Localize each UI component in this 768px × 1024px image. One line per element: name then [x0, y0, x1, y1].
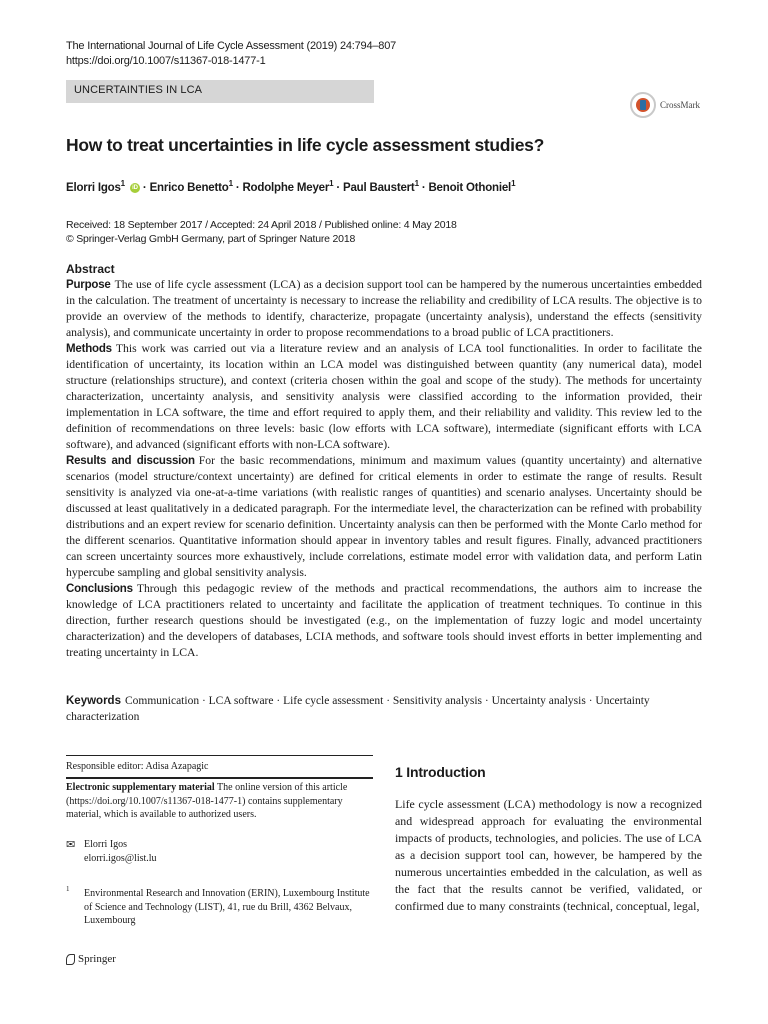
introduction-heading: 1 Introduction — [395, 764, 486, 780]
results-label: Results and discussion — [66, 455, 195, 467]
esm-label: Electronic supplementary material — [66, 782, 215, 793]
affiliation-marker: 1 — [228, 179, 233, 188]
author-separator: · — [421, 181, 426, 194]
author-name[interactable]: Paul Baustert — [343, 181, 415, 194]
conclusions-label: Conclusions — [66, 583, 133, 595]
affiliation-marker: 1 — [414, 179, 419, 188]
affiliation-marker: 1 — [329, 179, 334, 188]
abstract-section — [66, 262, 702, 661]
conclusions-text: Through this pedagogic review of the methods and practical recommendations, the authors aim to increase the knowledge of LCA practitioners related to uncertainty and facilitate the application of treatment techniques. To continue in this direction, further research questions should be investigated (e.g., on the implementation of fuzzy logic and model uncertainty characterization) and the developers of databases, LCIA methods, and software tools should invest efforts in better implementing and treating uncertainty in LCA. — [66, 582, 702, 659]
introduction-text: Life cycle assessment (LCA) methodology is now a recognized and widespread approach for evaluating the environmental impacts of products, technologies, and policies. The use of LCA as a decision support tool can, however, be hampered by the numerous uncertainties embedded in the calculation, as well as the fact that the results cannot be verified, validated, or confirmed due to many constraints (technical, conceptual, legal, — [395, 797, 702, 913]
results-text: For the basic recommendations, minimum and maximum values (quantity uncertainty) and alternative scenarios (model structure/context uncertainty) are defined for critical elements in order to estimate the range of results. Result sensitivity is analyzed via one-at-a-time variations (with realistic ranges of quantities) and scenario analyses. Uncertainty should be discussed at least qualitatively in a dedicated paragraph. For the intermediate level, the characterization can be refined with probability distributions and an expert review for scenario definition. Uncertainty analysis can then be performed with the Monte Carlo method for the different scenarios. Quantitative information should appear in inventory tables and result figures. Finally, advanced practitioners can screen uncertainty sources more exhaustively, include correlations, estimate model error with validation data, and perform Latin hypercube sampling and global sensitivity analysis. — [66, 454, 702, 579]
affiliation: Environmental Research and Innovation (ERIN), Luxembourg Institute of Science and Technology (LIST), 41, rue du Brill, 4362 Belvaux, Luxembourg — [84, 888, 370, 926]
abstract-heading: Abstract — [66, 262, 115, 276]
article-title: How to treat uncertainties in life cycle assessment studies? — [66, 135, 544, 155]
corresponding-author — [84, 838, 157, 865]
supplementary-material-note — [66, 781, 373, 822]
keywords — [66, 693, 702, 725]
esm-text: The online version of this article (https://doi.org/10.1007/s11367-018-1477-1) contains supplementary material, which is available to authorized users. — [66, 782, 348, 820]
crossmark-badge[interactable] — [630, 92, 730, 122]
responsible-editor: Responsible editor: Adisa Azapagic — [66, 761, 209, 772]
author-name[interactable]: Enrico Benetto — [149, 181, 229, 194]
footnote-divider — [66, 755, 373, 756]
contact-name: Elorri Igos — [84, 839, 128, 850]
author-name[interactable]: Benoit Othoniel — [428, 181, 512, 194]
purpose-text: The use of life cycle assessment (LCA) as a decision support tool can be hampered by the numerous uncertainties embedded in the calculation. The treatment of uncertainty is necessary to increase the reliability and credibility of LCA results. The objective is to provide an overview of the methods to identify, characterize, propagate (uncertainty analysis), understand the effects (sensitivity analysis), and communicate uncertainty in order to propose recommendations to a broad public of LCA practitioners. — [66, 278, 702, 339]
abstract-results — [66, 453, 702, 581]
abstract-conclusions — [66, 581, 702, 661]
keywords-label: Keywords — [66, 695, 121, 707]
affiliation-number: 1 — [66, 885, 70, 893]
section-label: UNCERTAINTIES IN LCA — [74, 84, 203, 96]
journal-citation: The International Journal of Life Cycle Assessment (2019) 24:794–807 — [66, 40, 397, 52]
affiliation-marker: 1 — [511, 179, 516, 188]
author-separator: · — [235, 181, 240, 194]
author-name[interactable]: Rodolphe Meyer — [242, 181, 330, 194]
methods-label: Methods — [66, 343, 112, 355]
author-separator: · — [336, 181, 341, 194]
author-list — [66, 179, 515, 194]
keywords-text: Communication · LCA software · Life cycle assessment · Sensitivity analysis · Uncertainty analysis · Uncertainty characterization — [66, 695, 650, 723]
publication-dates: Received: 18 September 2017 / Accepted: 24 April 2018 / Published online: 4 May 2018 — [66, 219, 457, 231]
doi-link[interactable]: https://doi.org/10.1007/s11367-018-1477-1 — [66, 55, 266, 67]
copyright-notice: © Springer-Verlag GmbH Germany, part of Springer Nature 2018 — [66, 233, 356, 245]
footnote-divider — [66, 777, 373, 779]
publisher-name: Springer — [78, 953, 116, 965]
methods-text: This work was carried out via a literature review and an analysis of LCA tool functionalities. In order to facilitate the identification of uncertainty, its location within an LCA model was distinguished between quantity (any numerical data), model structure (relationships structure), and context (criteria chosen within the goal and scope of the study). The methods for uncertainty characterization, uncertainty analysis, and sensitivity analysis were classified according to the information provided, their implementation in LCA software, the time and effort required to apply them, and their reliability and validity. This review led to the definition of recommendations on three levels: basic (low efforts with LCA software), intermediate (significant efforts with LCA software), and advanced (significant efforts with non-LCA software). — [66, 342, 702, 451]
purpose-label: Purpose — [66, 279, 111, 291]
crossmark-icon — [630, 92, 656, 118]
author-name[interactable]: Elorri Igos — [66, 181, 121, 194]
affiliation-marker: 1 — [120, 179, 125, 188]
abstract-methods — [66, 341, 702, 453]
orcid-icon[interactable]: iD — [130, 183, 140, 193]
publisher-logo — [66, 953, 116, 965]
envelope-icon: ✉ — [66, 839, 76, 851]
crossmark-label: CrossMark — [660, 100, 700, 110]
section-label-band — [66, 80, 374, 103]
author-separator: · — [142, 181, 147, 194]
springer-horse-icon — [66, 954, 75, 965]
abstract-purpose — [66, 277, 702, 341]
contact-email[interactable]: elorri.igos@list.lu — [84, 852, 157, 864]
